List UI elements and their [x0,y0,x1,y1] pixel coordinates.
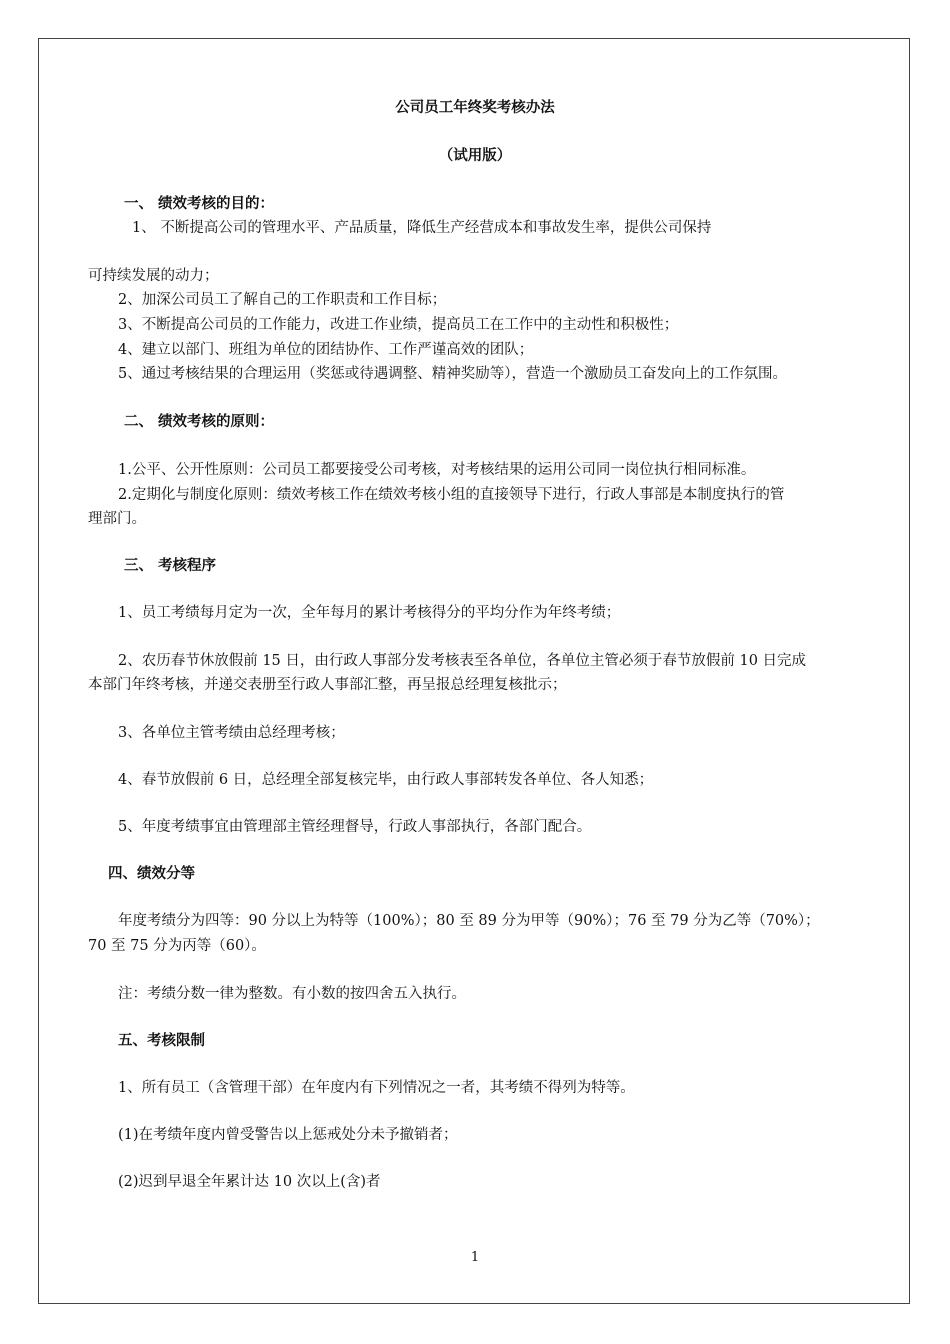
section-5-heading: 五、考核限制 [118,1032,205,1049]
s4-paragraph-1a: 年度考绩分为四等：90 分以上为特等（100%）；80 至 89 分为甲等（90%）；76 至 79 分为乙等（70%）； [118,913,820,929]
s2-paragraph-2a: 2.定期化与制度化原则：绩效考核工作在绩效考核小组的直接领导下进行，行政人事部是本制度执行的管 [118,487,785,503]
doc-title: 公司员工年终奖考核办法 [395,99,555,116]
section-4-heading: 四、绩效分等 [108,865,195,882]
s4-note: 注：考绩分数一律为整数。有小数的按四舍五入执行。 [118,986,466,1002]
s1-paragraph-1b: 可持续发展的动力； [88,268,219,284]
s3-paragraph-2b: 本部门年终考核，并递交表册至行政人事部汇整，再呈报总经理复核批示； [88,677,567,693]
section-1-heading: 一、 绩效考核的目的： [124,195,275,212]
section-2-heading: 二、 绩效考核的原则： [124,413,275,430]
s5-paragraph-1: 1、所有员工（含管理干部）在年度内有下列情况之一者，其考绩不得列为特等。 [118,1080,635,1096]
s2-paragraph-1: 1.公平、公开性原则：公司员工都要接受公司考核，对考核结果的运用公司同一岗位执行相同标准。 [118,462,756,478]
s5-paragraph-3: (2)迟到早退全年累计达 10 次以上(含)者 [118,1174,381,1190]
doc-subtitle: （试用版） [438,147,512,164]
s3-paragraph-2a: 2、农历春节休放假前 15 日，由行政人事部分发考核表至各单位，各单位主管必须于春节放假前 10 日完成 [118,653,807,669]
s1-paragraph-4: 4、建立以部门、班组为单位的团结协作、工作严谨高效的团队； [118,342,534,358]
s1-paragraph-1a: 1、 不断提高公司的管理水平、产品质量，降低生产经营成本和事故发生率，提供公司保持 [132,220,712,236]
s1-paragraph-2: 2、加深公司员工了解自己的工作职责和工作目标； [118,292,447,308]
s2-paragraph-2b: 理部门。 [88,511,146,527]
s1-paragraph-5: 5、通过考核结果的合理运用（奖惩或待遇调整、精神奖励等），营造一个激励员工奋发向上的工作氛围。 [118,366,787,382]
s4-paragraph-1b: 70 至 75 分为丙等（60）。 [88,938,266,954]
s1-paragraph-3: 3、不断提高公司员的工作能力，改进工作业绩，提高员工在工作中的主动性和积极性； [118,317,679,333]
s3-paragraph-1: 1、员工考绩每月定为一次，全年每月的累计考核得分的平均分作为年终考绩； [118,605,621,621]
s3-paragraph-4: 4、春节放假前 6 日，总经理全部复核完毕，由行政人事部转发各单位、各人知悉； [118,772,654,788]
s3-paragraph-3: 3、各单位主管考绩由总经理考核； [118,725,345,741]
page-number: 1 [470,1250,480,1265]
section-3-heading: 三、 考核程序 [124,557,217,574]
s3-paragraph-5: 5、年度考绩事宜由管理部主管经理督导，行政人事部执行，各部门配合。 [118,819,592,835]
s5-paragraph-2: (1)在考绩年度内曾受警告以上惩戒处分未予撤销者； [118,1127,458,1143]
